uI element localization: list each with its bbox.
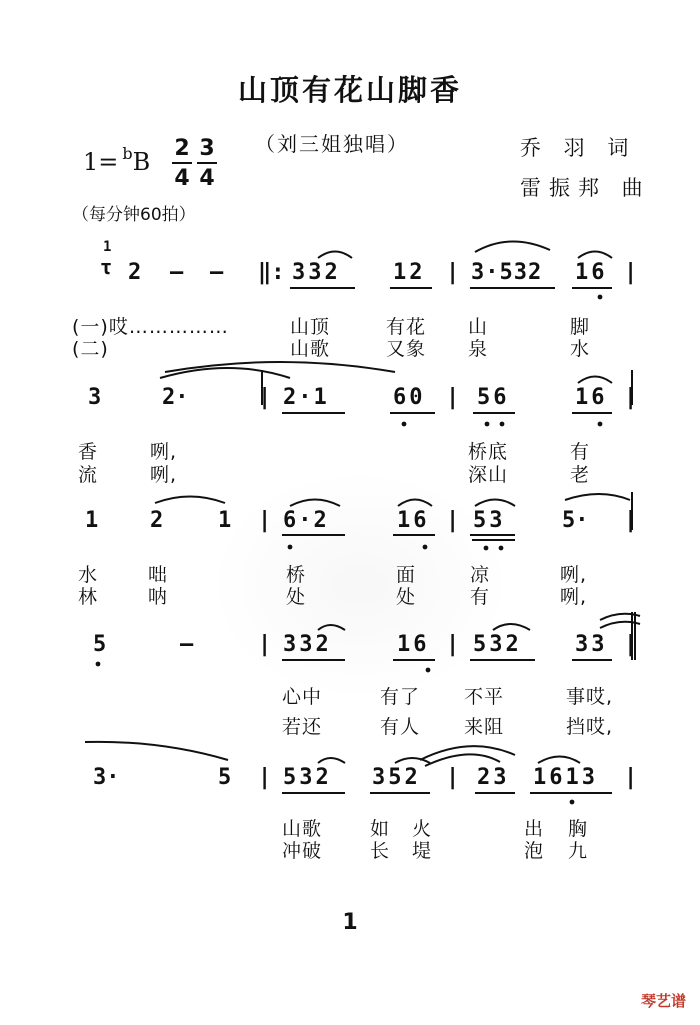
- note: 12: [393, 260, 426, 285]
- lyric: 咧,: [560, 586, 588, 608]
- note: 1613: [533, 765, 598, 790]
- lyric: 冲破: [282, 840, 323, 862]
- note: 16: [575, 260, 608, 285]
- note: 1: [85, 508, 99, 533]
- note: 3·532: [471, 260, 543, 285]
- lyric: 流: [78, 464, 99, 486]
- lyric: 山顶: [290, 316, 331, 338]
- note: —: [210, 260, 224, 285]
- lyric: 长: [370, 840, 391, 862]
- barline: |: [624, 385, 638, 410]
- lyric: 有人: [380, 716, 421, 738]
- lyric: 出: [524, 818, 545, 840]
- note: 532: [283, 765, 332, 790]
- lyric: 水: [78, 564, 99, 586]
- time-sig-bottom: 4: [174, 166, 190, 191]
- song-subtitle: （刘三姐独唱）: [255, 132, 409, 156]
- note: —: [180, 632, 194, 657]
- lyric: 胸: [568, 818, 589, 840]
- composer-credit: 雷振邦 曲: [520, 176, 651, 200]
- lyric: 香: [78, 441, 99, 463]
- slur: [318, 758, 345, 763]
- lyric: 九: [568, 840, 589, 862]
- note: 16: [397, 508, 430, 533]
- lyric: 桥: [286, 564, 307, 586]
- lyric: 来阻: [464, 716, 505, 738]
- lyric: 有了: [380, 686, 421, 708]
- lyric: 山歌: [282, 818, 323, 840]
- slur: [538, 757, 580, 764]
- tempo-marking: （每分钟60拍）: [72, 205, 196, 225]
- lyric: 山: [468, 316, 489, 338]
- lyric: 脚: [570, 316, 591, 338]
- time-sig-top: 2: [174, 136, 190, 161]
- barline: |: [446, 632, 460, 657]
- slur: [398, 500, 432, 507]
- slur: [565, 494, 630, 500]
- note: 1: [218, 508, 232, 533]
- slur: [420, 746, 515, 760]
- note: 2·: [162, 385, 189, 410]
- slur: [155, 497, 225, 504]
- lyric: 咄: [148, 564, 169, 586]
- note: 3·: [93, 765, 120, 790]
- lyric: 堤: [412, 840, 433, 862]
- barline: |: [624, 765, 638, 790]
- barline: |: [258, 765, 272, 790]
- note: 2: [150, 508, 164, 533]
- lyric: 老: [570, 464, 591, 486]
- barline: |: [258, 385, 272, 410]
- lyric: 有: [470, 586, 491, 608]
- lyric: 又象: [386, 338, 427, 360]
- barline: |: [624, 632, 638, 657]
- barline: |: [446, 508, 460, 533]
- note: 60: [393, 385, 426, 410]
- lyric: 山歌: [290, 338, 331, 360]
- lyric: 处: [396, 586, 417, 608]
- note: 5: [218, 765, 232, 790]
- note: 3: [88, 385, 102, 410]
- note: 332: [292, 260, 341, 285]
- note: 53: [473, 508, 506, 533]
- time-sig-top: 3: [199, 136, 215, 161]
- note: 16: [575, 385, 608, 410]
- lyric: 有花: [386, 316, 427, 338]
- barline: |: [624, 508, 638, 533]
- barline: |: [624, 260, 638, 285]
- lyric: 咧,: [560, 564, 588, 586]
- lyric: 咧,: [150, 441, 178, 463]
- note: 532: [473, 632, 522, 657]
- note: —: [170, 260, 184, 285]
- lyric: 桥底: [468, 441, 509, 463]
- lyric: 林: [78, 586, 99, 608]
- note: 16: [397, 632, 430, 657]
- lyric: 处: [286, 586, 307, 608]
- slur: [318, 625, 345, 630]
- lyric: 面: [396, 564, 417, 586]
- site-watermark-logo: 琴艺谱: [640, 992, 686, 1010]
- slur: [578, 377, 612, 384]
- slur: [493, 624, 530, 630]
- lyric: 火: [412, 818, 433, 840]
- lyric: 呐: [148, 586, 169, 608]
- lyric: 咧,: [150, 464, 178, 486]
- grace-mark: τ: [100, 255, 113, 279]
- note: 352: [372, 765, 421, 790]
- slur: [290, 500, 340, 507]
- note: 6·2: [283, 508, 329, 533]
- barline: |: [446, 260, 460, 285]
- lyric: 不平: [464, 686, 505, 708]
- note: 33: [575, 632, 608, 657]
- lyric: 有: [570, 441, 591, 463]
- lyric: 心中: [282, 686, 323, 708]
- slur: [85, 742, 228, 760]
- time-sig-bottom: 4: [199, 166, 215, 191]
- note: 1: [103, 239, 112, 255]
- note: 332: [283, 632, 332, 657]
- note: 56: [477, 385, 510, 410]
- note: 23: [477, 765, 510, 790]
- repeat-sign: ‖:: [258, 260, 285, 285]
- slur: [578, 252, 612, 259]
- note: 5: [93, 632, 107, 657]
- lyric: 凉: [470, 564, 491, 586]
- key-note: B: [132, 148, 151, 176]
- barline: |: [258, 632, 272, 657]
- flat-sign: b: [122, 144, 133, 163]
- lyric: 深山: [468, 464, 509, 486]
- song-title: 山顶有花山脚香: [237, 73, 462, 107]
- note: 5·: [562, 508, 589, 533]
- slur: [475, 500, 515, 507]
- note: 2·1: [283, 385, 329, 410]
- slur: [425, 754, 500, 766]
- barline: |: [446, 385, 460, 410]
- note: 2: [128, 260, 142, 285]
- lyric: (二): [72, 338, 109, 360]
- lyricist-credit: 乔 羽 词: [520, 136, 637, 160]
- lyric: (一)哎……………: [72, 316, 229, 338]
- key-prefix: 1=: [83, 148, 119, 176]
- lyric: 事哎,: [566, 686, 614, 708]
- lyric: 水: [570, 338, 591, 360]
- lyric: 挡哎,: [566, 716, 614, 738]
- barline: |: [258, 508, 272, 533]
- lyric: 泉: [468, 338, 489, 360]
- slur: [475, 241, 550, 252]
- lyric: 泡: [524, 840, 545, 862]
- barline: |: [446, 765, 460, 790]
- lyric: 如: [370, 818, 391, 840]
- page-number: 1: [342, 910, 358, 935]
- lyric: 若还: [282, 716, 323, 738]
- slur: [318, 252, 352, 259]
